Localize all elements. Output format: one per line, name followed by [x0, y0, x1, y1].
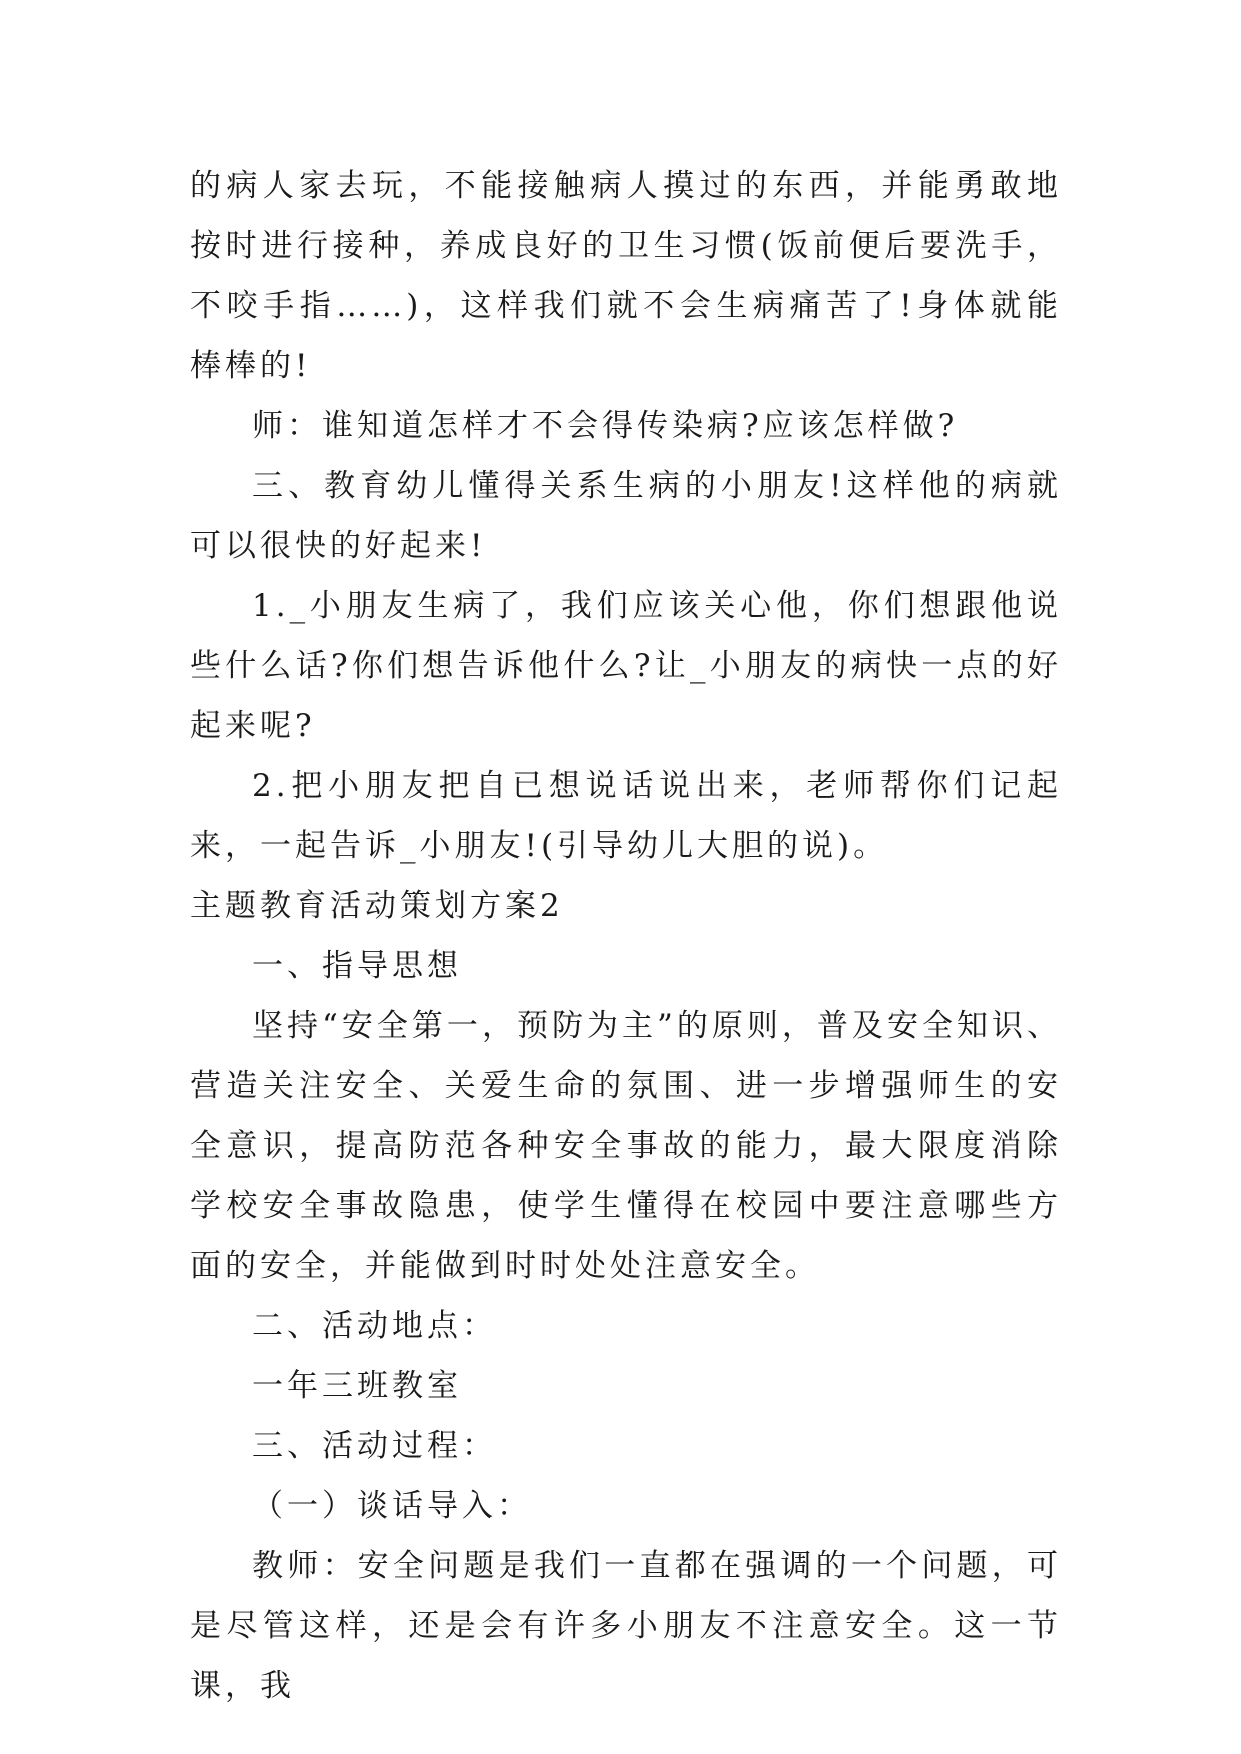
paragraph-section-three: 三、教育幼儿懂得关系生病的小朋友!这样他的病就可以很快的好起来!: [190, 468, 1062, 564]
subheading-process: 三、活动过程：: [252, 1428, 497, 1464]
subheading-introduction: （一）谈话导入：: [252, 1488, 532, 1524]
paragraph-guiding-thought: 坚持“安全第一，预防为主”的原则，普及安全知识、营造关注安全、关爱生命的氛围、进一步增强师生的安全意识，提高防范各种安全事故的能力，最大限度消除学校安全事故隐患，使学生懂得在校园中要注意哪些方面的安全，并能做到时时处处注意安全。: [190, 1008, 1062, 1284]
section-title: 主题教育活动策划方案2: [190, 888, 564, 924]
paragraph-teacher-intro: 教师：安全问题是我们一直都在强调的一个问题，可是尽管这样，还是会有许多小朋友不注意安全。这一节课，我: [190, 1548, 1062, 1704]
paragraph-location: 一年三班教室: [252, 1368, 462, 1404]
subheading-location: 二、活动地点：: [252, 1308, 497, 1344]
paragraph-continued: 的病人家去玩，不能接触病人摸过的东西，并能勇敢地按时进行接种，养成良好的卫生习惯(饭前便后要洗手，不咬手指……)，这样我们就不会生病痛苦了!身体就能棒棒的!: [190, 168, 1062, 384]
paragraph-item-one: 1._小朋友生病了，我们应该关心他，你们想跟他说些什么话?你们想告诉他什么?让_小朋友的病快一点的好起来呢?: [190, 588, 1062, 744]
subheading-guiding-thought: 一、指导思想: [252, 948, 462, 984]
paragraph-teacher-question: 师：谁知道怎样才不会得传染病?应该怎样做?: [252, 408, 959, 444]
paragraph-item-two: 2.把小朋友把自已想说话说出来，老师帮你们记起来，一起告诉_小朋友!(引导幼儿大胆的说)。: [190, 768, 1062, 864]
document-body: [190, 156, 1062, 1716]
